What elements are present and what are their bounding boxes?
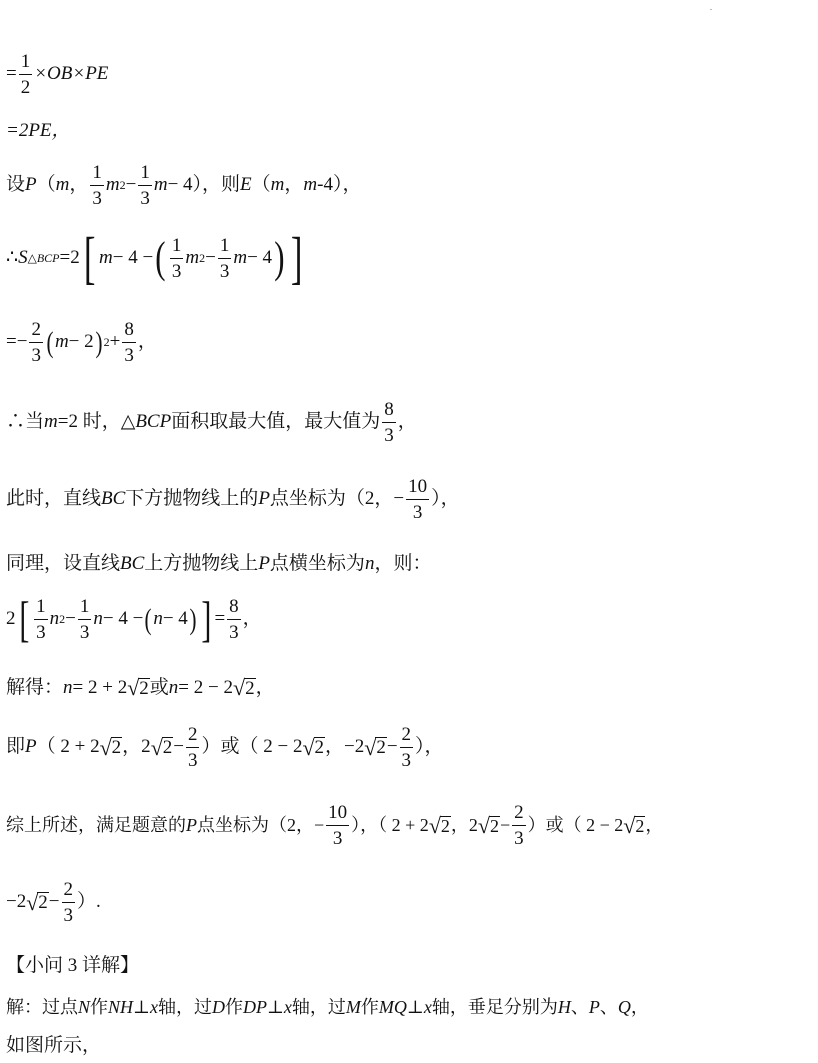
fraction: $\frac{8}{3}$ — [229, 596, 239, 643]
fraction: $\frac{1}{3}$ — [79, 596, 90, 643]
line-10: 解得： n = 2 + 2 √ 2 或 n = 2 − 2 √ 2 ， — [6, 675, 275, 701]
line-8: 同理，设直线 BC 上方抛物线上 P 点横坐标为 n ，则： — [6, 553, 432, 574]
line-15: 解：过点 N 作 NH ⊥ x 轴，过 D 作 DP ⊥ x 轴，过 M 作 MQ ⊥ x 轴，垂足分别为 H 、 P 、 Q ， — [6, 997, 649, 1017]
line-9: 2 [ $\frac{1}{3}$ n 2 − $\frac{1}{3}$ n − 4 − ( n − 4 ) ] = $\frac{8}{3}$ ， — [6, 591, 262, 647]
fraction: $\frac{1}{3}$ — [140, 162, 150, 209]
line-12: 综上所述，满足题意的 P 点坐标为（2，− $\frac{10}{3}$ ），（ 2 + 2 √ 2 ，2 √ 2 − $\frac{2}{3}$ ）或（ 2 − 2 √ 2 ， — [6, 802, 664, 849]
fraction: $\frac{2}{3}$ — [187, 724, 198, 771]
fraction: $\frac{2}{3}$ — [31, 319, 41, 366]
sqrt: √ 2 — [232, 675, 255, 701]
line-2: =2PE， — [6, 120, 71, 141]
line-13: −2 √ 2 − $\frac{2}{3}$ ）. — [6, 879, 101, 926]
line-6: ∴当 m =2 时，△ BCP 面积取最大值，最大值为 $\frac{8}{3}$ ， — [6, 399, 417, 446]
line-11: 即 P （ 2 + 2 √ 2 ，2 √ 2 − $\frac{2}{3}$ ）或（ 2 − 2 √ 2 ，−2 √ 2 − $\frac{2}{3}$ ）， — [6, 724, 444, 771]
tiny-dot-mark: . — [710, 3, 712, 12]
fraction: $\frac{1}{3}$ — [36, 596, 46, 643]
fraction: $\frac{2}{3}$ — [401, 724, 412, 771]
sqrt: √ 2 — [127, 675, 149, 701]
fraction: $\frac{1}{2}$ — [20, 51, 31, 98]
line-4: ∴ S △BCP =2 [ m − 4 − ( $\frac{1}{3}$ m 2 − $\frac{1}{3}$ m − 4 ) ] — [6, 225, 303, 290]
fraction: $\frac{8}{3}$ — [384, 399, 394, 446]
section-heading: 【小问 3 详解】 — [6, 955, 140, 976]
line-16: 如图所示， — [6, 1035, 102, 1056]
fraction: $\frac{1}{3}$ — [219, 234, 230, 282]
fraction: $\frac{10}{3}$ — [408, 476, 428, 523]
fraction: $\frac{1}{3}$ — [92, 162, 102, 209]
fraction: $\frac{2}{3}$ — [514, 802, 524, 849]
line-1: = $\frac{1}{2}$ ×OB×PE — [6, 51, 109, 98]
line-5: =− $\frac{2}{3}$ ( m − 2 ) 2 + $\frac{8}{3}$ ， — [6, 319, 157, 366]
line-3: 设 P （ m ， $\frac{1}{3}$ m 2 − $\frac{1}{3}$ m − 4），则 E （ m ， m -4）， — [6, 162, 362, 209]
line-7: 此时，直线 BC 下方抛物线上的 P 点坐标为（2，− $\frac{10}{3}$ ）， — [6, 476, 460, 523]
fraction: $\frac{8}{3}$ — [124, 319, 134, 366]
fraction: $\frac{1}{3}$ — [171, 234, 182, 282]
fraction: $\frac{10}{3}$ — [328, 802, 348, 849]
fraction: $\frac{2}{3}$ — [63, 879, 74, 926]
